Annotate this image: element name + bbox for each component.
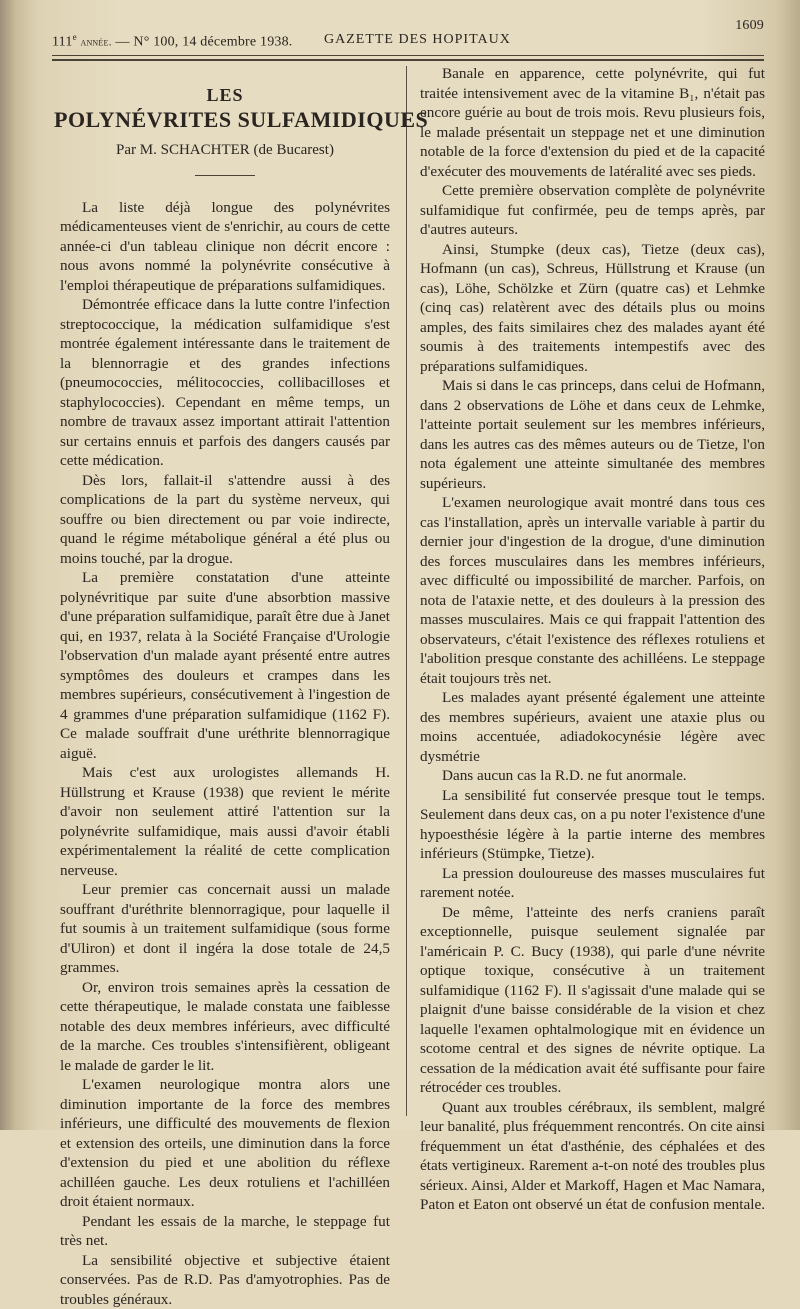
paragraph: Mais c'est aux urologistes allemands H. Hüllstrung et Krause (1938) que revient le mérite d'avoir non seulement attiré l'attention sur la polynévrite sulfamidique, mais aussi d'avoir établi expérimentalement la réalité de cette complication nerveuse. <box>60 763 390 880</box>
journal-name: GAZETTE DES HOPITAUX <box>324 32 511 48</box>
annee-label: année. <box>80 35 111 49</box>
left-column <box>60 80 390 1309</box>
paragraph: Cette première observation complète de polynévrite sulfamidique fut confirmée, peu de temps après, par d'autres auteurs. <box>420 181 765 240</box>
paragraph: La sensibilité objective et subjective étaient conservées. Pas de R.D. Pas d'amyotrophies. Pas de troubles généraux. <box>60 1251 390 1309</box>
header-rule-thick <box>52 59 764 61</box>
volume-number: 111 <box>52 35 73 50</box>
title-divider <box>195 175 255 176</box>
paragraph: Mais si dans le cas princeps, dans celui de Hofmann, dans 2 observations de Löhe et dans ceux de Lehmke, l'atteinte portait seulement sur les membres inférieurs, dans les autres cas des mêmes auteurs ou de Tietze, l'on nota également une atteinte simultanée des membres supérieurs. <box>420 376 765 493</box>
paragraph: L'examen neurologique avait montré dans tous ces cas l'installation, après un intervalle variable à partir du dernier jour d'ingestion de la drogue, d'une diminution des forces musculaires dans les membres inférieurs, avec difficulté ou impossibilité de marcher. Parfois, on nota de l'ataxie nette, et des douleurs à la pression des masses musculaires. Mais ce qui frappait l'attention des observateurs, c'était l'existence des réflexes rotuliens et l'abolition presque constante des achilléens. Le steppage était toujours très net. <box>420 493 765 688</box>
paragraph: La sensibilité fut conservée presque tout le temps. Seulement dans deux cas, on a pu noter l'existence d'une hypoesthésie légère à la partie interne des membres inférieurs (Stümpke, Tietze). <box>420 786 765 864</box>
paragraph: Ainsi, Stumpke (deux cas), Tietze (deux cas), Hofmann (un cas), Schreus, Hüllstrung et Krause (un cas), Löhe, Schölzke et Zürn (quatre cas) et Lehmke (cinq cas) relatèrent avec des détails plus ou moins amples, des faits similaires chez des malades ayant été soumis à des traitements intempestifs avec des préparations sulfamidiques. <box>420 240 765 377</box>
page-number: 1609 <box>735 18 764 34</box>
paragraph: La liste déjà longue des polynévrites médicamenteuses vient de s'enrichir, au cours de cette année-ci d'un tableau clinique non décrit encore : nous avons nommé la polynévrite consécutive à l'emploi thérapeutique de préparations sulfamidiques. <box>60 198 390 296</box>
paragraph: De même, l'atteinte des nerfs craniens paraît exceptionnelle, puisque seulement signalée par l'américain P. C. Bucy (1938), qui parle d'une névrite optique toxique, consécutive à un traitement sulfamidique (1162 F). Il s'agissait d'une malade qui se plaignit d'une baisse considérable de la vision et chez laquelle l'examen ophtalmologique mit en évidence un scotome central et des signes de névrite optique. La cessation de la médication avait été suffisante pour faire rétrocéder ces troubles. <box>420 903 765 1098</box>
article-kicker: LES <box>60 86 390 106</box>
paragraph: Les malades ayant présenté également une atteinte des membres supérieurs, avaient une ataxie plus ou moins accentuée, adiadokocynésie légère avec dysmétrie <box>420 688 765 766</box>
paragraph: Leur premier cas concernait aussi un malade souffrant d'uréthrite blennorragique, pour laquelle il fut soumis à un traitement sulfamidique (sous forme d'Uliron) et dont il ingéra la dose totale de 24,5 grammes. <box>60 880 390 978</box>
header-rule <box>52 55 764 56</box>
paragraph: Pendant les essais de la marche, le steppage fut très net. <box>60 1212 390 1251</box>
paragraph: L'examen neurologique montra alors une diminution importante de la force des membres inférieurs, une difficulté des mouvements de flexion et extension des orteils, une diminution dans la force d'extension du pied et une abolition du réflexe achilléen gauche. Les deux rotuliens et l'achilléen droit étaient normaux. <box>60 1075 390 1212</box>
paragraph: Quant aux troubles cérébraux, ils semblent, malgré leur banalité, plus fréquemment rencontrés. On cite ainsi fréquemment un état d'asthénie, des céphalées et des états vertigineux. Rarement a-t-on noté des troubles plus sérieux. Ainsi, Alder et Markoff, Hagen et Mac Namara, Paton et Eaton ont observé un état de confusion mentale. <box>420 1098 765 1215</box>
issue-info <box>52 32 293 51</box>
left-column-body <box>60 198 390 1309</box>
volume-superscript: e <box>73 32 77 42</box>
article-author: Par M. SCHACHTER (de Bucarest) <box>60 141 390 161</box>
paragraph: Dès lors, fallait-il s'attendre aussi à des complications de la part du système nerveux, qui souffre ou bien directement ou par voie indirecte, quand le régime métabolique général a été plus ou moins touché, par la drogue. <box>60 471 390 569</box>
page-header <box>52 30 764 52</box>
article-title: POLYNÉVRITES SULFAMIDIQUES <box>54 110 390 130</box>
issue-date: — N° 100, 14 décembre 1938. <box>115 35 292 50</box>
right-column <box>420 64 765 1215</box>
paragraph: Or, environ trois semaines après la cessation de cette thérapeutique, le malade constata une faiblesse notable des deux membres inférieurs, avec difficulté de la marche. Ces troubles s'intensifièrent, obligeant le malade de garder le lit. <box>60 978 390 1076</box>
paragraph: La première constatation d'une atteinte polynévritique par suite d'une absorbtion massive d'une préparation sulfamidique, paraît être due à Janet qui, en 1937, relata à la Société Française d'Urologie l'observation d'un malade ayant présenté entre autres symptômes des douleurs et crampes dans les membres supérieurs, consécutivement à l'ingestion de 4 grammes d'une préparation sulfamidique (1162 F). Ce malade souffrait d'une uréthrite blennorragique aiguë. <box>60 568 390 763</box>
paragraph: Banale en apparence, cette polynévrite, qui fut traitée intensivement avec de la vitamine B₁, n'était pas encore guérie au bout de trois mois. Revu plusieurs fois, le malade présentait un steppage net et une diminution notable de la force d'extension du pied et de la capacité d'exécuter des mouvements de latéralité avec ses pieds. <box>420 64 765 181</box>
paragraph: Démontrée efficace dans la lutte contre l'infection streptococcique, la médication sulfamidique s'est montrée également intéressante dans le traitement de la blennorragie et des grandes infections (pneumococcies, mélitococcies, collibacilloses et staphylococcies). Cependant en même temps, un nombre de travaux assez important attirait l'attention sur certains ennuis et parfois des dangers causés par cette médication. <box>60 295 390 471</box>
column-separator <box>406 66 407 1116</box>
right-column-body <box>420 64 765 1215</box>
paragraph: Dans aucun cas la R.D. ne fut anormale. <box>420 766 765 786</box>
paragraph: La pression douloureuse des masses musculaires fut rarement notée. <box>420 864 765 903</box>
